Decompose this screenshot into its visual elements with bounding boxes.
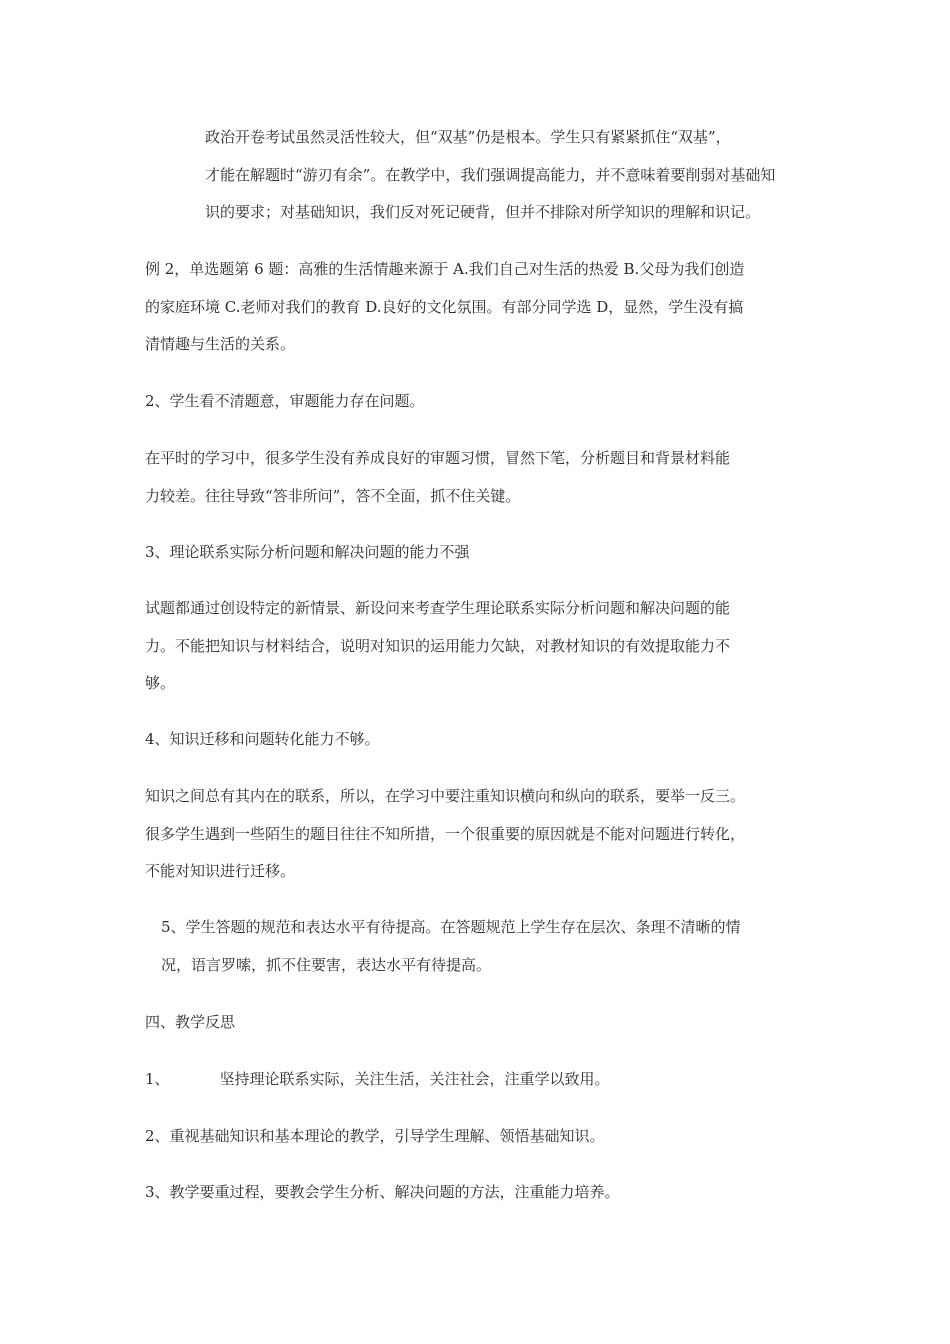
heading-point-4 <box>145 721 813 759</box>
text-line: 很多学生遇到一些陌生的题目往往不知所措，一个很重要的原因就是不能对问题进行转化， <box>145 824 746 843</box>
text-line: 试题都通过创设特定的新情景、新设问来考查学生理论联系实际分析问题和解决问题的能 <box>145 599 731 617</box>
text-line: 3、教学要重过程，要教会学生分析、解决问题的方法，注重能力培养。 <box>145 1183 620 1201</box>
paragraph-knowledge-transfer <box>145 778 813 891</box>
text-line: 3、理论联系实际分析问题和解决问题的能力不强 <box>145 543 470 561</box>
text-line <box>145 1061 813 1099</box>
text-line: 2、重视基础知识和基本理论的教学，引导学生理解、领悟基础知识。 <box>145 1127 605 1145</box>
section-heading-teaching-reflection <box>145 1004 813 1042</box>
text-line: 况，语言罗嗦，抓不住要害，表达水平有待提高。 <box>161 955 492 974</box>
reflection-item-3 <box>145 1174 813 1212</box>
paragraph-point-5 <box>145 909 813 984</box>
text-line: 清情趣与生活的关系。 <box>145 335 296 353</box>
text-line: 力较差。往往导致“答非所问”，答不全面，抓不住关键。 <box>145 486 521 505</box>
heading-point-3 <box>145 534 813 572</box>
text-line: 才能在解题时“游刃有余”。在教学中，我们强调提高能力，并不意味着要削弱对基础知 <box>205 165 776 184</box>
text-line: 四、教学反思 <box>145 1013 236 1031</box>
text-line: 力。不能把知识与材料结合，说明对知识的运用能力欠缺，对教材知识的有效提取能力不 <box>145 636 731 655</box>
text-line: 例 2，单选题第 6 题：高雅的生活情趣来源于 A.我们自己对生活的热爱 B.父母为我们创造 <box>145 260 745 278</box>
paragraph-review-habit <box>145 440 813 515</box>
reflection-item-1 <box>145 1061 813 1099</box>
text-line: 2、学生看不清题意，审题能力存在问题。 <box>145 392 425 410</box>
text-line: 5、学生答题的规范和表达水平有待提高。在答题规范上学生存在层次、条理不清晰的情 <box>161 918 741 936</box>
item-text: 坚持理论联系实际，关注生活，关注社会，注重学以致用。 <box>219 1070 610 1088</box>
item-number: 1、 <box>145 1070 170 1088</box>
text-line: 4、知识迁移和问题转化能力不够。 <box>145 730 380 748</box>
text-line: 不能对知识进行迁移。 <box>145 862 296 880</box>
paragraph-example-2 <box>145 251 813 364</box>
text-line: 识的要求；对基础知识，我们反对死记硬背，但并不排除对所学知识的理解和识记。 <box>205 203 761 221</box>
text-line: 够。 <box>145 674 176 692</box>
text-line: 政治开卷考试虽然灵活性较大，但“双基”仍是根本。学生只有紧紧抓住“双基”， <box>205 128 731 146</box>
text-line: 的家庭环境 C.老师对我们的教育 D.良好的文化氛围。有部分同学选 D，显然，学生没有搞 <box>145 297 744 316</box>
paragraph-double-foundation <box>145 119 813 232</box>
text-line: 在平时的学习中，很多学生没有养成良好的审题习惯，冒然下笔，分析题目和背景材料能 <box>145 449 731 467</box>
heading-point-2 <box>145 383 813 421</box>
paragraph-new-scenarios <box>145 590 813 703</box>
reflection-item-2 <box>145 1118 813 1156</box>
text-line: 知识之间总有其内在的联系，所以，在学习中要注重知识横向和纵向的联系，要举一反三。 <box>145 787 746 805</box>
